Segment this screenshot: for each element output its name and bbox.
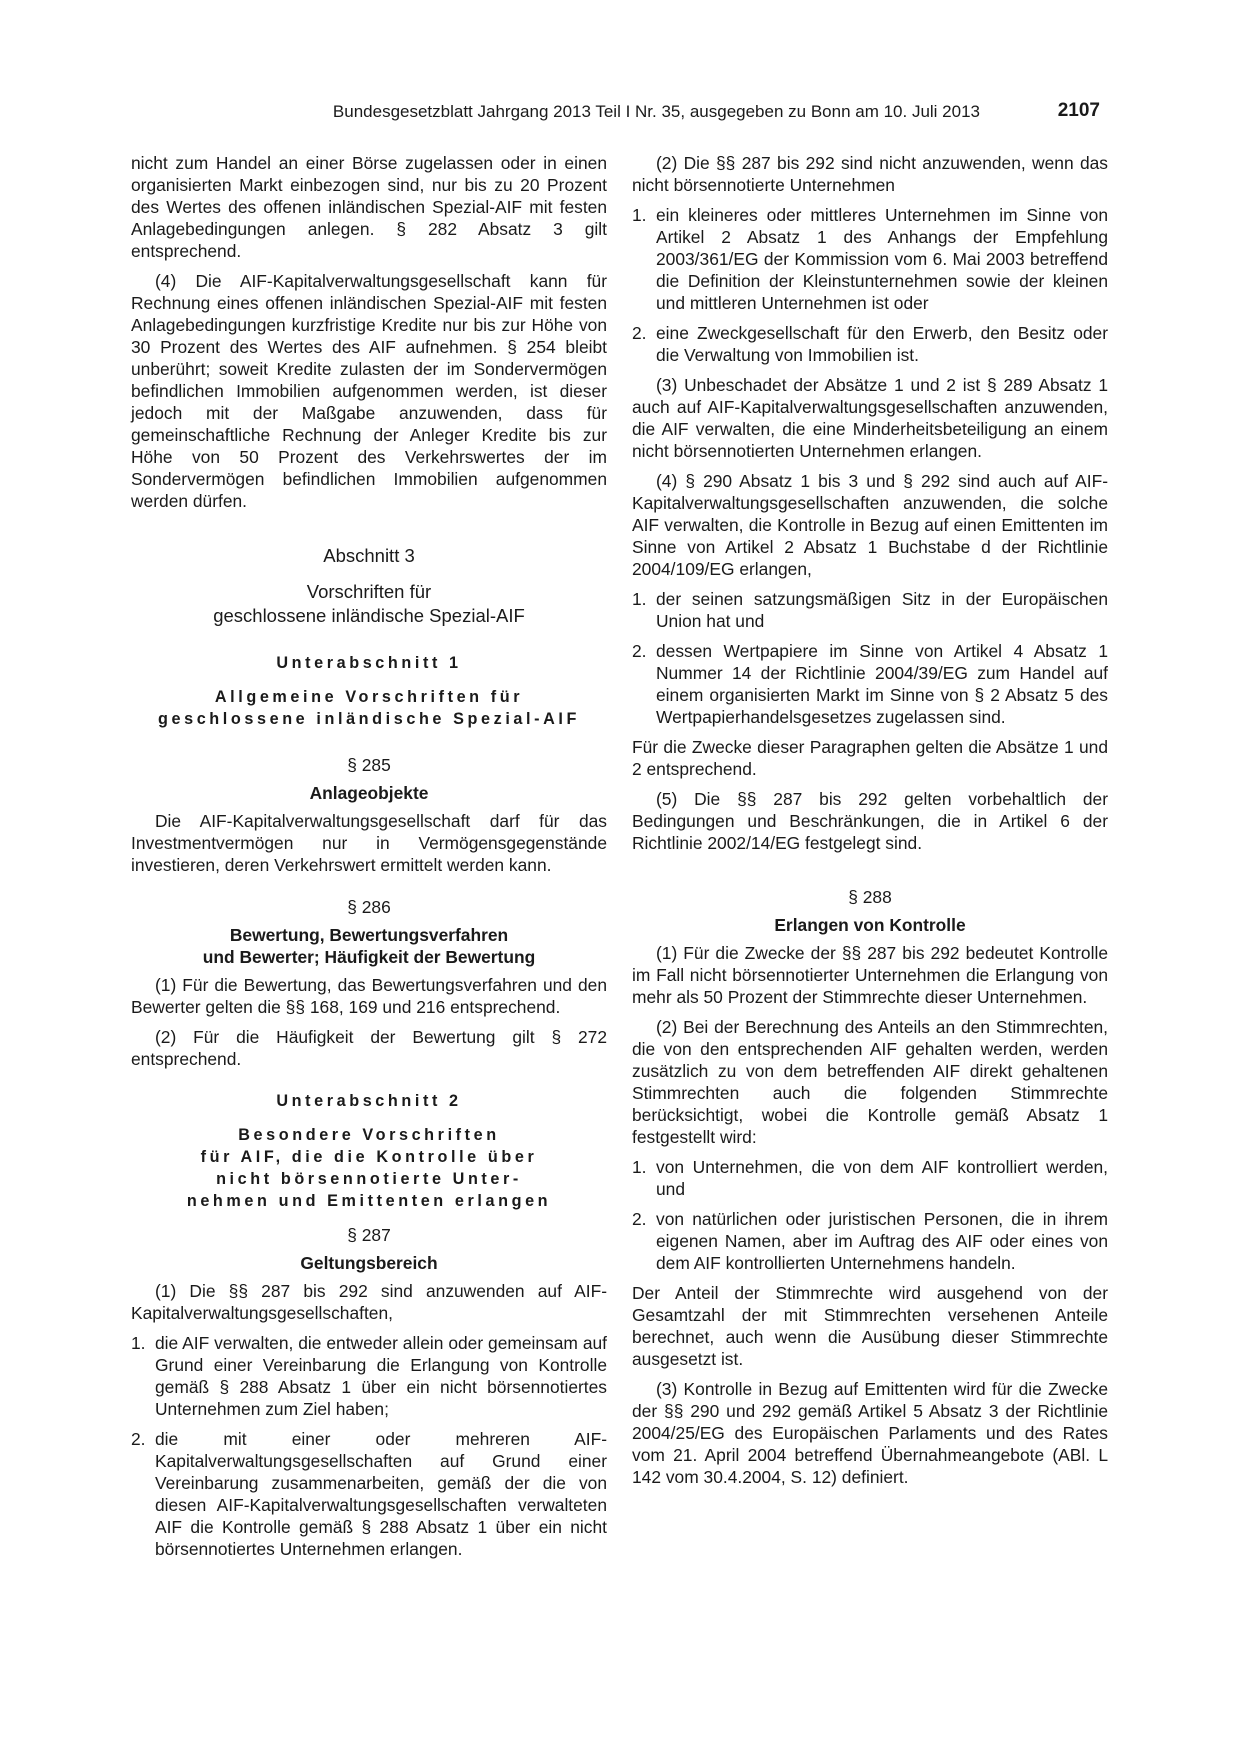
list-item: 1. ein kleineres oder mittleres Unternehmen im Sinne von Artikel 2 Absatz 1 des Anhangs der Empfehlung 2003/361/EG der Kommission vom 6. Mai 2003 betreffend die Definition der Kleinstunternehmen sowie der kleinen und mittleren Unternehmen ist oder [632, 205, 1108, 313]
paragraph-continuation: nicht zum Handel an einer Börse zugelassen oder in einen organisierten Markt einbezogen sind, nur bis zu 20 Prozent des Wertes des offenen inländischen Spezial-AIF mit festen Anlagebedingungen anlegen. § 282 Absatz 3 gilt entsprechend. [131, 153, 607, 261]
left-column [131, 152, 607, 1568]
paragraph-number: § 286 [347, 897, 391, 917]
paragraph-text: (1) Für die Zwecke der §§ 287 bis 292 bedeutet Kontrolle im Fall nicht börsennotierter Unternehmen die Erlangung von mehr als 50 Prozent der Stimmrechte dieser Unternehmen. [632, 943, 1108, 1007]
paragraph-5: (5) Die §§ 287 bis 292 gelten vorbehaltlich der Bedingungen und Beschränkungen, die in Artikel 6 der Richtlinie 2002/14/EG festgelegt sind. [632, 789, 1108, 853]
subsection-title-line: nicht börsennotierte Unter- [216, 1170, 522, 1188]
paragraph-title-line: Bewertung, Bewertungsverfahren [229, 925, 509, 945]
section-title-line: Vorschriften für [306, 581, 432, 602]
subsection-title-line: Besondere Vorschriften [238, 1126, 500, 1144]
subsection-heading: Unterabschnitt 1 [276, 654, 462, 672]
paragraph-title: Anlageobjekte [309, 783, 429, 803]
paragraph-text: (1) Die §§ 287 bis 292 sind anzuwenden auf AIF-Kapitalverwaltungsgesellschaften, [131, 1281, 607, 1323]
paragraph-text: (3) Kontrolle in Bezug auf Emittenten wird für die Zwecke der §§ 290 und 292 gemäß Artikel 5 Absatz 3 der Richtlinie 2004/25/EG des Europäischen Parlaments und des Rates vom 21. April 2004 betreffend Übernahmeangebote (ABl. L 142 vom 30.4.2004, S. 12) definiert. [632, 1379, 1108, 1487]
header-title: Bundesgesetzblatt Jahrgang 2013 Teil I Nr. 35, ausgegeben zu Bonn am 10. Juli 2013 [332, 102, 980, 121]
paragraph-title: Geltungsbereich [300, 1253, 438, 1273]
paragraph-text: Der Anteil der Stimmrechte wird ausgehend von der Gesamtzahl der mit Stimmrechten versehenen Anteile berechnet, auch wenn die Ausübung dieser Stimmrechte ausgesetzt ist. [632, 1283, 1108, 1369]
page-number: 2107 [1057, 100, 1100, 121]
paragraph-text: (2) Für die Häufigkeit der Bewertung gilt § 272 entsprechend. [131, 1027, 607, 1069]
page-header [130, 100, 1120, 128]
paragraph-title: Erlangen von Kontrolle [774, 915, 966, 935]
paragraph-3: (3) Unbeschadet der Absätze 1 und 2 ist § 289 Absatz 1 auch auf AIF-Kapitalverwaltungsgesellschaften anzuwenden, die AIF verwalten, die eine Minderheitsbeteiligung an einem nicht börsennotierten Unternehmen erlangen. [632, 375, 1108, 461]
list-item: 2. die mit einer oder mehreren AIF-Kapitalverwaltungsgesellschaften auf Grund einer Vereinbarung zusammenarbeiten, gemäß der die von diesen AIF-Kapitalverwaltungsgesellschaften verwalteten AIF die Kontrolle gemäß § 288 Absatz 1 über ein nicht börsennotiertes Unternehmen erlangen. [131, 1429, 607, 1559]
numbered-list [131, 1332, 607, 1560]
list-item: 1. von Unternehmen, die von dem AIF kontrolliert werden, und [632, 1157, 1108, 1199]
section-heading: Abschnitt 3 [323, 545, 415, 566]
list-item: 2. dessen Wertpapiere im Sinne von Artikel 4 Absatz 1 Nummer 14 der Richtlinie 2004/39/EG zum Handel auf einem organisierten Markt im Sinne von § 2 Absatz 5 des Wertpapierhandelsgesetzes zugelassen sind. [632, 641, 1108, 727]
list-item: 1. die AIF verwalten, die entweder allein oder gemeinsam auf Grund einer Vereinbarung die Erlangung von Kontrolle gemäß § 288 Absatz 1 über ein nicht börsennotiertes Unternehmen zum Ziel haben; [131, 1333, 607, 1419]
subsection-title-line: nehmen und Emittenten erlangen [186, 1192, 552, 1210]
paragraph-number: § 288 [848, 887, 892, 907]
paragraph-text: Für die Zwecke dieser Paragraphen gelten die Absätze 1 und 2 entsprechend. [632, 737, 1108, 779]
paragraph-number: § 285 [347, 755, 391, 775]
paragraph-4: (4) Die AIF-Kapitalverwaltungsgesellschaft kann für Rechnung eines offenen inländischen Spezial-AIF mit festen Anlagebedingungen kurzfristige Kredite nur bis zur Höhe von 30 Prozent des Wertes des AIF aufnehmen. § 254 bleibt unberührt; soweit Kredite zulasten der im Sondervermögen befindlichen Immobilien aufgenommen werden, ist dieser jedoch mit der Maßgabe anzuwenden, dass für gemeinschaftliche Rechnung der Anleger Kredite bis zur Höhe von 50 Prozent des Verkehrswertes der im Sondervermögen befindlichen Immobilien aufgenommen werden dürfen. [131, 271, 607, 511]
subsection-title-line: für AIF, die die Kontrolle über [200, 1148, 538, 1166]
section-title-line: geschlossene inländische Spezial-AIF [213, 605, 525, 626]
paragraph-text: (2) Bei der Berechnung des Anteils an den Stimmrechten, die von den entsprechenden AIF gehalten werden, werden zusätzlich zu von dem betreffenden AIF direkt gehaltenen Stimmrechten auch die folgenden Stimmrechte berücksichtigt, wobei die Kontrolle gemäß Absatz 1 festgestellt wird: [632, 1017, 1108, 1147]
numbered-list [632, 1156, 1108, 1274]
list-item: 2. von natürlichen oder juristischen Personen, die in ihrem eigenen Namen, aber im Auftrag des AIF oder eines von dem AIF kontrollierten Unternehmens handeln. [632, 1209, 1108, 1273]
subsection-heading: Unterabschnitt 2 [276, 1092, 462, 1110]
subsection-title-line: Allgemeine Vorschriften für [214, 688, 524, 706]
paragraph-text: Die AIF-Kapitalverwaltungsgesellschaft darf für das Investmentvermögen nur in Vermögensgegenstände investieren, deren Verkehrswert ermittelt werden kann. [131, 811, 607, 875]
numbered-list [632, 588, 1108, 728]
list-item: 1. der seinen satzungsmäßigen Sitz in der Europäischen Union hat und [632, 589, 1108, 631]
paragraph-title-line: und Bewerter; Häufigkeit der Bewertung [202, 947, 536, 967]
paragraph-2: (2) Die §§ 287 bis 292 sind nicht anzuwenden, wenn das nicht börsennotierte Unternehmen [632, 153, 1108, 195]
list-item: 2. eine Zweckgesellschaft für den Erwerb, den Besitz oder die Verwaltung von Immobilien ist. [632, 323, 1108, 365]
right-column [632, 152, 1108, 1496]
subsection-title-line: geschlossene inländische Spezial-AIF [158, 710, 580, 728]
paragraph-number: § 287 [347, 1225, 391, 1245]
paragraph-text: (1) Für die Bewertung, das Bewertungsverfahren und den Bewerter gelten die §§ 168, 169 und 216 entsprechend. [131, 975, 607, 1017]
paragraph-4: (4) § 290 Absatz 1 bis 3 und § 292 sind auch auf AIF-Kapitalverwaltungsgesellschaften anzuwenden, die solche AIF verwalten, die Kontrolle in Bezug auf einen Emittenten im Sinne von Artikel 2 Absatz 1 Buchstabe d der Richtlinie 2004/109/EG erlangen, [632, 471, 1108, 579]
numbered-list [632, 204, 1108, 366]
